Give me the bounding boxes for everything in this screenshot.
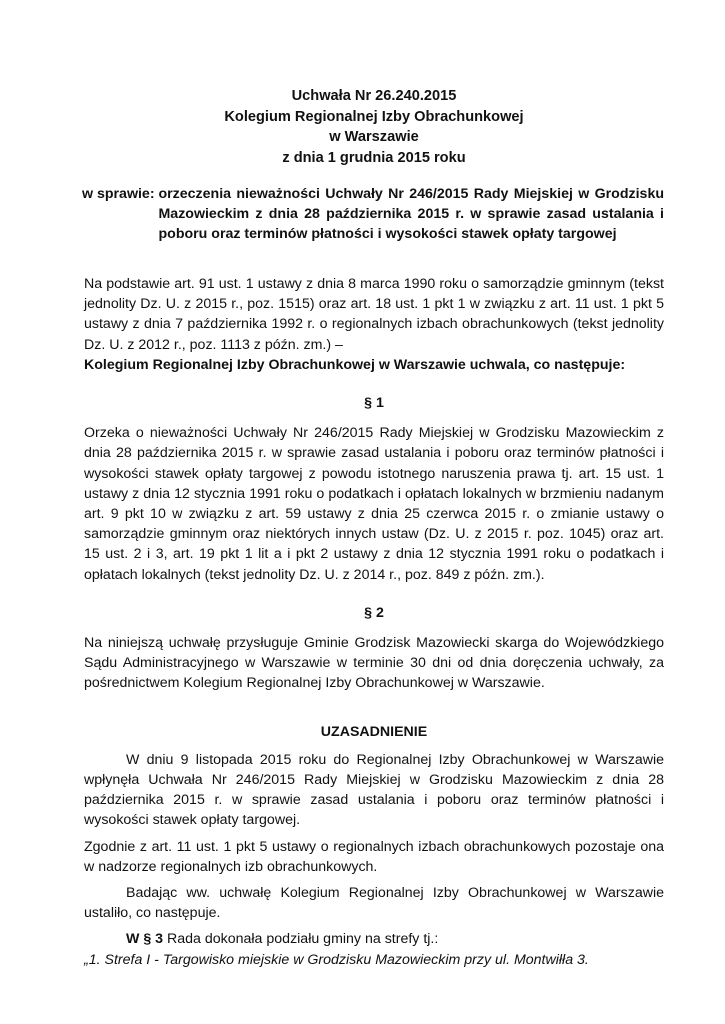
section-reference-text: Rada dokonała podziału gminy na strefy tj.: <box>163 931 439 948</box>
resolution-date: z dnia 1 grudnia 2015 roku <box>282 149 466 166</box>
document-page <box>84 86 664 970</box>
issuing-body: Kolegium Regionalnej Izby Obrachunkowej <box>224 108 524 125</box>
section-2-mark: § 2 <box>364 604 384 621</box>
section-reference: W § 3 <box>126 931 164 948</box>
issuing-location: w Warszawie <box>329 129 419 145</box>
section-1-text: Orzeka o nieważności Uchwały Nr 246/2015 Rady Miejskiej w Grodzisku Mazowieckim z dnia 28 października 2015 r. w sprawie zasad ustalania i poboru oraz terminów płatności i wysokości stawek opłaty targowej z powodu istotnego naruszenia prawa tj. art. 15 ust. 1 ustawy z dnia 12 stycznia 1991 roku o podatkach i opłatach lokalnych w brzmieniu nadanym art. 9 pkt 10 w związku z art. 59 ustawy z dnia 25 czerwca 2015 r. o zmianie ustawy o samorządzie gminnym oraz niektórych innych ustaw (Dz. U. z 2015 r. poz. 1045) oraz art. 15 ust. 2 i 3, art. 19 pkt 1 lit a i pkt 2 ustawy z dnia 12 stycznia 1991 roku o podatkach i opłatach lokalnych (tekst jednolity Dz. U. z 2014 r., poz. 849 z późn. zm.). <box>84 425 664 583</box>
justification-paragraph-3: Badając ww. uchwałę Kolegium Regionalnej Izby Obrachunkowej w Warszawie ustaliło, co następuje. <box>84 885 664 922</box>
document-title <box>84 86 664 168</box>
resolution-statement: Kolegium Regionalnej Izby Obrachunkowej w Warszawie uchwala, co następuje: <box>84 356 626 373</box>
section-2-text: Na niniejszą uchwałę przysługuje Gminie Grodzisk Mazowiecki skarga do Wojewódzkiego Sądu Administracyjnego w Warszawie w terminie 30 dni od dnia doręczenia uchwały, za pośrednictwem Kolegium Regionalnej Izby Obrachunkowej w Warszawie. <box>84 635 664 692</box>
justification-heading: UZASADNIENIE <box>320 723 428 740</box>
section-1-mark: § 1 <box>364 395 384 412</box>
subject-text: orzeczenia nieważności Uchwały Nr 246/2015 Rady Miejskiej w Grodzisku Mazowieckim z dnia 28 października 2015 r. w sprawie zasad ustalania i poboru oraz terminów płatności i wysokości stawek opłaty targowej <box>158 186 664 242</box>
justification-paragraph-2: Zgodnie z art. 11 ust. 1 pkt 5 ustawy o regionalnych izbach obrachunkowych pozostaje ona w nadzorze regionalnych izb obrachunkowych. <box>84 838 664 875</box>
resolution-number: Uchwała Nr 26.240.2015 <box>291 88 457 104</box>
subject-lead: w sprawie: <box>82 186 159 202</box>
subject-block <box>82 184 664 244</box>
justification-paragraph-1: W dniu 9 listopada 2015 roku do Regionalnej Izby Obrachunkowej w Warszawie wpłynęła Uchwała Nr 246/2015 Rady Miejskiej w Grodzisku Mazowieckim z dnia 28 października 2015 r. w sprawie zasad ustalania i poboru oraz terminów płatności i wysokości stawek opłaty targowej. <box>84 751 664 829</box>
justification-paragraph-4 <box>84 929 664 949</box>
legal-basis: Na podstawie art. 91 ust. 1 ustawy z dnia 8 marca 1990 roku o samorządzie gminnym (tekst jednolity Dz. U. z 2015 r., poz. 1515) oraz art. 18 ust. 1 pkt 1 w związku z art. 11 ust. 1 pkt 5 ustawy z dnia 7 października 1992 r. o regionalnych izbach obrachunkowych (tekst jednolity Dz. U. z 2012 r., poz. 1113 z późn. zm.) – <box>84 276 664 353</box>
quoted-zone-text: „1. Strefa I - Targowisko miejskie w Grodzisku Mazowieckim przy ul. Montwiłła 3. <box>84 951 589 968</box>
